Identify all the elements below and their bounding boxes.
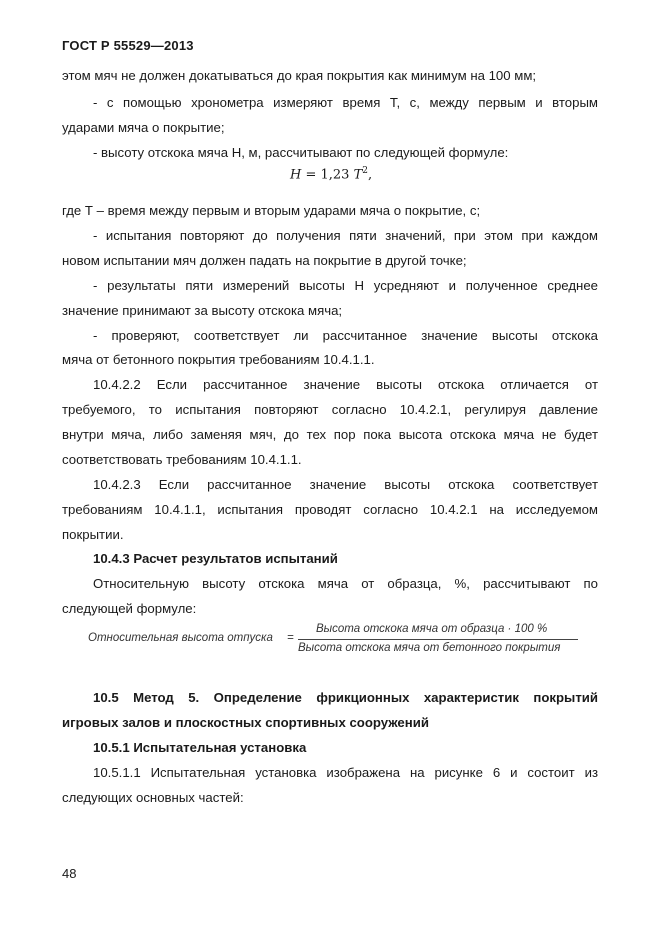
text-line: новом испытании мяч должен падать на покрытие в другой точке; (62, 253, 467, 268)
formula-bounce-height (290, 166, 372, 182)
formula-var-h: H (290, 167, 302, 183)
text-line: следующих основных частей: (62, 790, 244, 805)
text-line: значение принимают за высоту отскока мяча; (62, 303, 343, 318)
text-line: 10.4.2.2 Если рассчитанное значение высоты отскока отличается от (93, 377, 598, 392)
subsection-heading: 10.5.1 Испытательная установка (93, 740, 307, 755)
text-line: - высоту отскока мяча Н, м, рассчитывают по следующей формуле: (93, 145, 509, 160)
page-number: 48 (62, 866, 77, 881)
text-line: - с помощью хронометра измеряют время Т, с, между первым и вторым (93, 95, 598, 110)
text-line: где Т – время между первым и вторым ударами мяча о покрытие, с; (62, 203, 481, 218)
text-line: 10.5.1.1 Испытательная установка изображена на рисунке 6 и состоит из (93, 765, 598, 780)
text-line: - результаты пяти измерений высоты Н усредняют и полученное среднее (93, 278, 598, 293)
formula-exponent: 2 (362, 166, 369, 176)
text-line: внутри мяча, либо заменяя мяч, до тех пор пока высота отскока мяча не будет (62, 427, 598, 442)
formula-var-t: T (353, 167, 363, 183)
formula-coefficient: = 1,23 (305, 167, 350, 183)
formula-numerator: Высота отскока мяча от образца · 100 % (316, 623, 548, 635)
formula-equals: = (287, 632, 294, 644)
text-line: следующей формуле: (62, 601, 197, 616)
text-line: - проверяют, соответствует ли рассчитанное значение высоты отскока (93, 328, 598, 343)
text-line: - испытания повторяют до получения пяти значений, при этом при каждом (93, 228, 598, 243)
formula-comma: , (368, 167, 373, 183)
text-line: Относительную высоту отскока мяча от образца, %, рассчитывают по (93, 576, 598, 591)
text-line: требованиям 10.4.1.1, испытания проводят согласно 10.4.2.1 на исследуемом (62, 502, 598, 517)
section-heading: 10.4.3 Расчет результатов испытаний (93, 551, 338, 566)
section-heading: игровых залов и плоскостных спортивных сооружений (62, 715, 429, 730)
formula-lhs: Относительная высота отпуска (88, 632, 273, 644)
document-header: ГОСТ Р 55529—2013 (62, 38, 194, 53)
text-line: 10.4.2.3 Если рассчитанное значение высоты отскока соответствует (93, 477, 598, 492)
text-line: требуемого, то испытания повторяют согласно 10.4.2.1, регулируя давление (62, 402, 598, 417)
formula-denominator: Высота отскока мяча от бетонного покрытия (298, 642, 561, 654)
section-heading: 10.5 Метод 5. Определение фрикционных характеристик покрытий (93, 690, 598, 705)
text-line: соответствовать требованиям 10.4.1.1. (62, 452, 302, 467)
text-line: покрытии. (62, 527, 124, 542)
text-line: мяча от бетонного покрытия требованиям 10.4.1.1. (62, 352, 375, 367)
formula-relative-height (88, 620, 588, 660)
fraction-bar (298, 639, 578, 640)
text-line: этом мяч не должен докатываться до края покрытия как минимум на 100 мм; (62, 68, 537, 83)
text-line: ударами мяча о покрытие; (62, 120, 225, 135)
